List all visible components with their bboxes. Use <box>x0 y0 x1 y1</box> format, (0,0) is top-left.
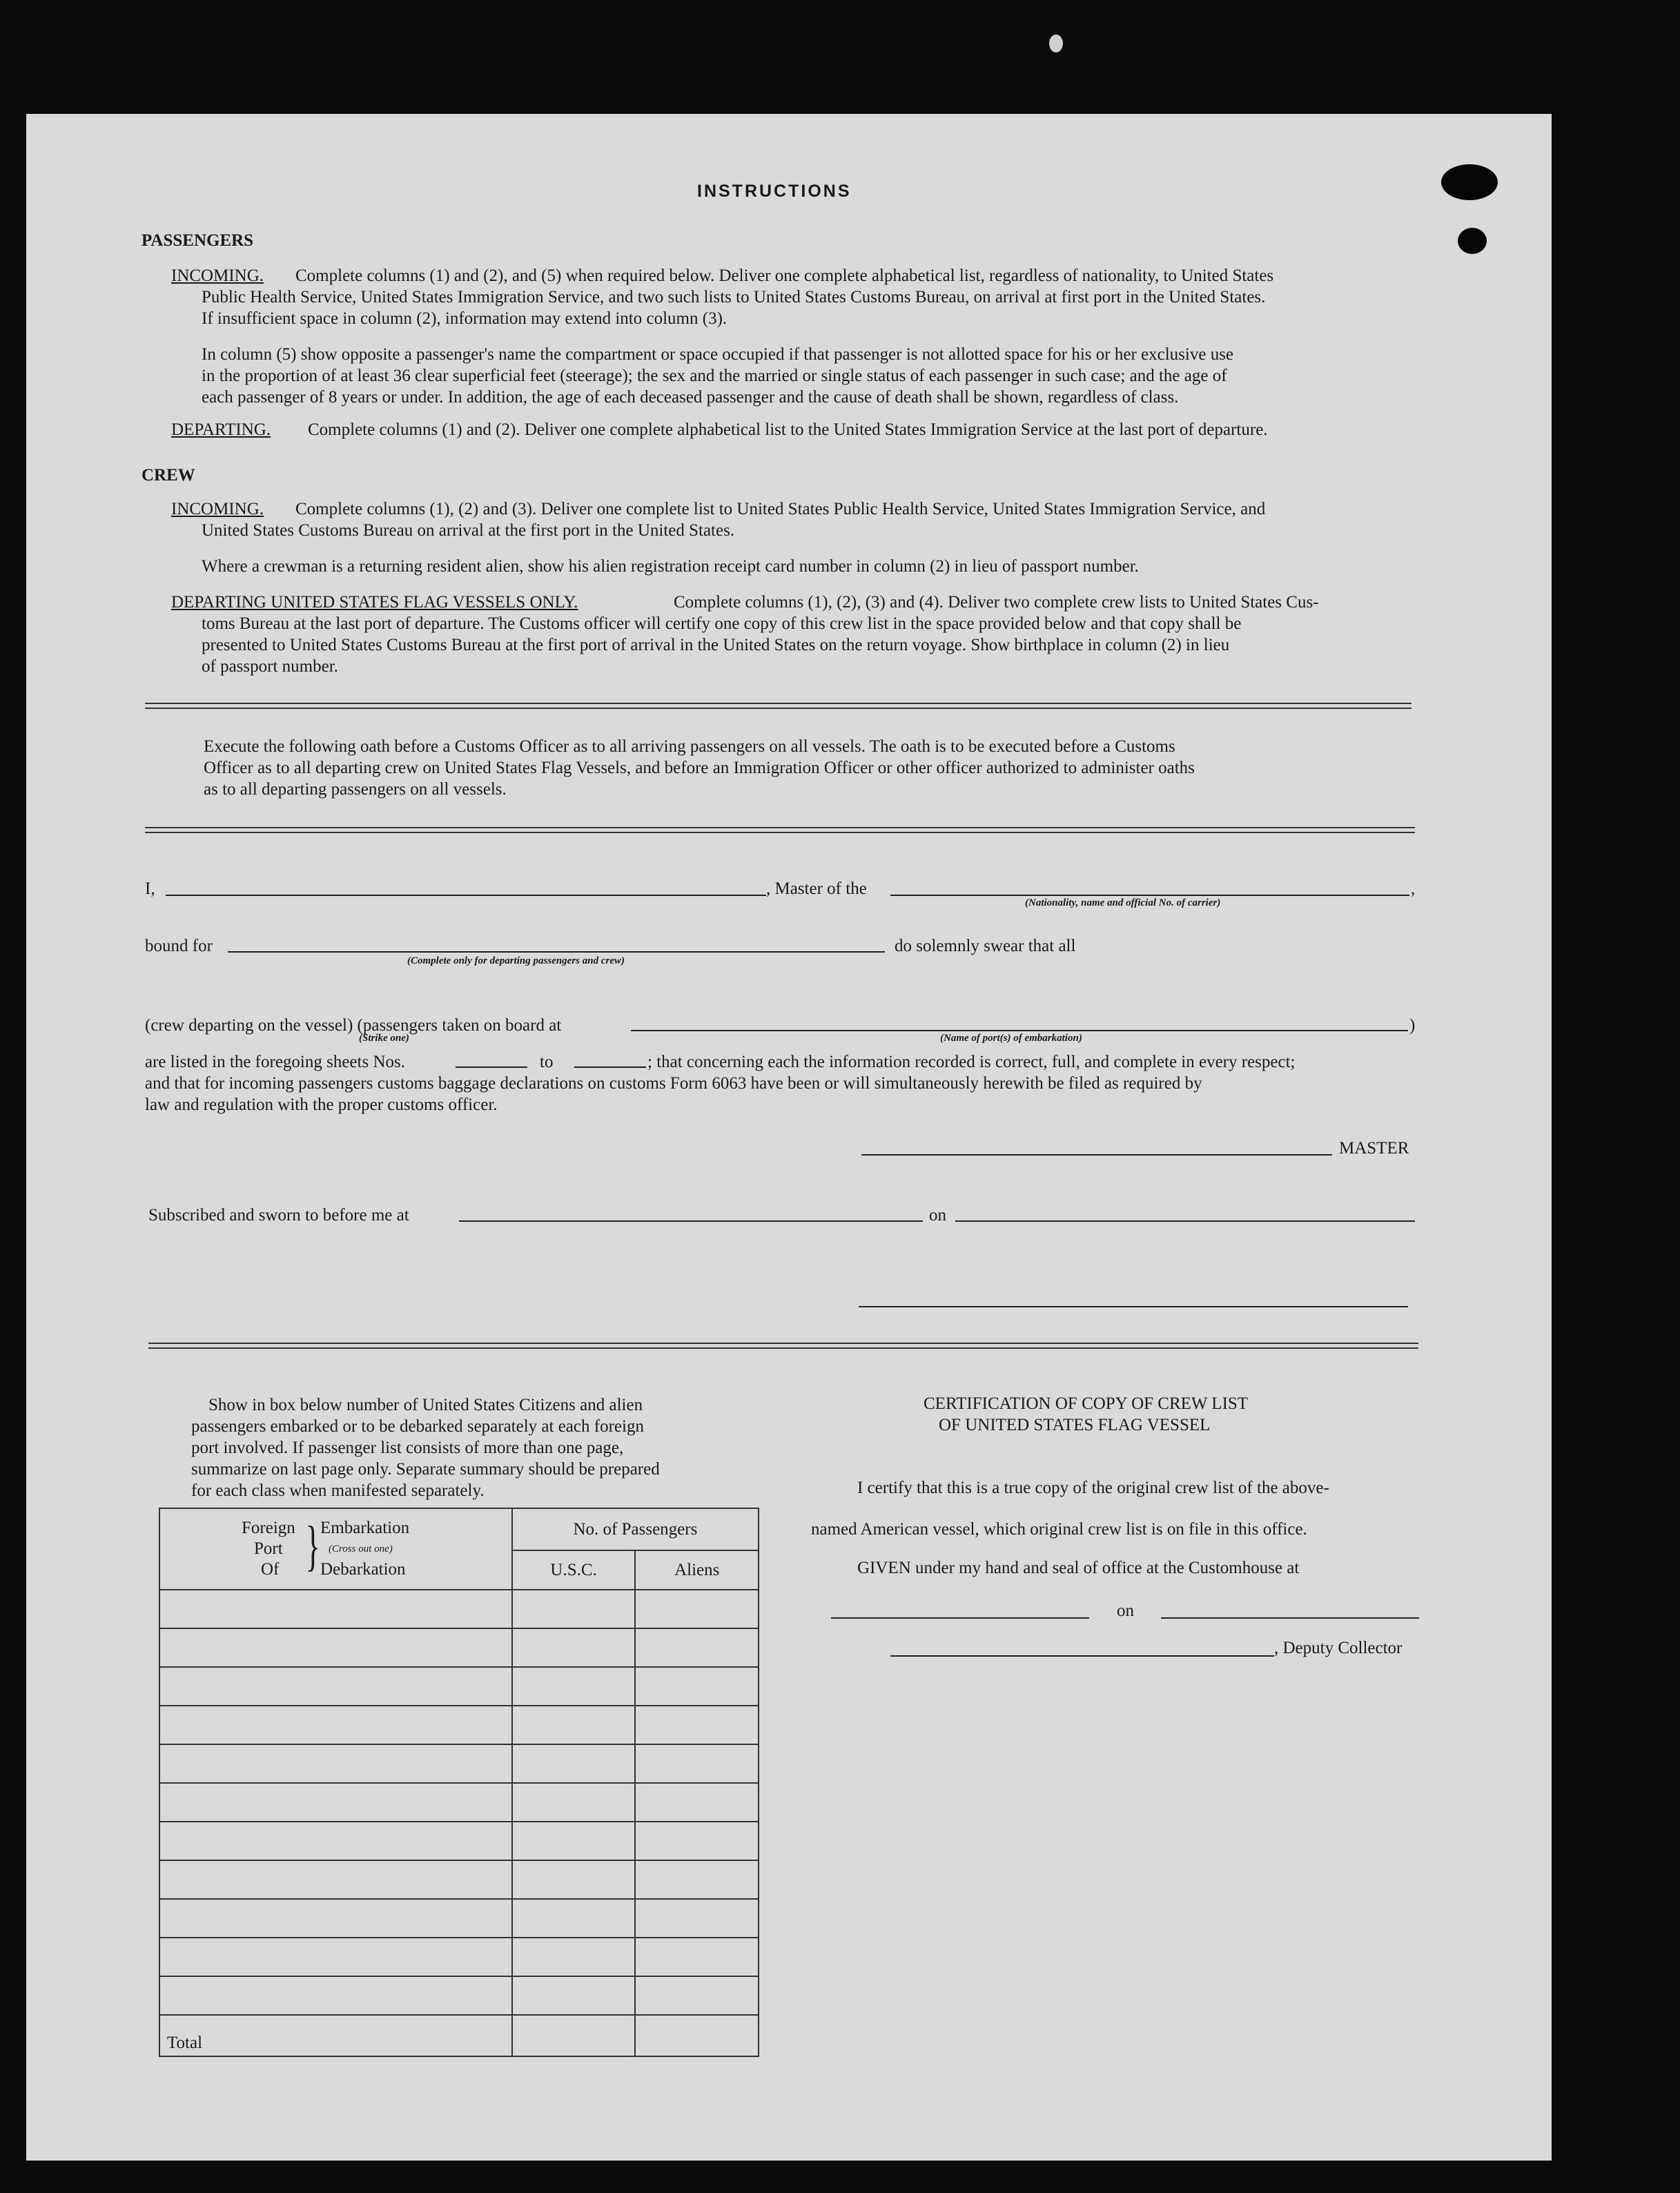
passengers-incoming-text: Complete columns (1) and (2), and (5) when required below. Deliver one complete alphabetical list, regardless of nationality, to United States <box>295 266 1274 285</box>
table-row <box>159 1860 759 1899</box>
oath-listed: and that for incoming passengers customs baggage declarations on customs Form 6063 have been or will simultaneously herewith be filed as required by <box>145 1074 1202 1093</box>
passenger-summary-table <box>159 1508 759 2057</box>
ink-blot <box>1458 228 1487 254</box>
port-cell[interactable] <box>159 1590 512 1628</box>
certification-text: GIVEN under my hand and seal of office at the Customhouse at <box>857 1559 1300 1577</box>
passengers-departing-text: Complete columns (1) and (2). Deliver one complete alphabetical list to the United States Immigration Service at the last port of departure. <box>308 420 1268 439</box>
usc-cell[interactable] <box>512 1938 636 1976</box>
ink-blot <box>1049 35 1063 52</box>
oath-i-label: I, <box>145 879 155 898</box>
total-label: Total <box>159 2015 512 2056</box>
crew-incoming-text: Complete columns (1), (2) and (3). Deliver one complete list to United States Public Health Service, United States Immigration Service, and <box>295 500 1266 518</box>
table-row <box>159 1628 759 1667</box>
aliens-cell[interactable] <box>635 1860 759 1899</box>
table-row <box>159 1822 759 1860</box>
officer-signature-field[interactable] <box>859 1306 1408 1307</box>
port-cell[interactable] <box>159 1860 512 1899</box>
table-row <box>159 1706 759 1744</box>
oath-comma: , <box>1411 879 1416 898</box>
cross-out-caption: (Cross out one) <box>329 1543 393 1554</box>
master-signature-field[interactable] <box>861 1154 1332 1156</box>
aliens-cell[interactable] <box>635 1667 759 1706</box>
crew-flag-text: of passport number. <box>202 657 338 676</box>
ports-caption: (Name of port(s) of embarkation) <box>940 1033 1082 1044</box>
usc-cell[interactable] <box>512 1744 636 1783</box>
usc-cell[interactable] <box>512 1628 636 1667</box>
table-header-row <box>159 1508 759 1550</box>
table-row <box>159 1590 759 1628</box>
aliens-cell[interactable] <box>635 1744 759 1783</box>
crew-incoming-text: United States Customs Bureau on arrival at the first port in the United States. <box>202 521 735 540</box>
crew-incoming-label: INCOMING. <box>171 500 264 518</box>
summary-instructions: passengers embarked or to be debarked separately at each foreign <box>191 1417 644 1436</box>
usc-cell[interactable] <box>512 1822 636 1860</box>
oath-listed-to: to <box>540 1053 554 1071</box>
embarkation-label: Embarkation <box>320 1519 410 1537</box>
sheet-to-field[interactable] <box>574 1066 646 1068</box>
debarkation-label: Debarkation <box>320 1560 406 1579</box>
table-row <box>159 1667 759 1706</box>
strike-caption: (Strike one) <box>359 1033 409 1044</box>
page-title: INSTRUCTIONS <box>697 182 852 201</box>
total-usc-cell[interactable] <box>512 2015 636 2056</box>
aliens-cell[interactable] <box>635 1590 759 1628</box>
table-row <box>159 1899 759 1938</box>
master-label: MASTER <box>1339 1139 1409 1158</box>
port-cell[interactable] <box>159 1744 512 1783</box>
certification-text: I certify that this is a true copy of the original crew list of the above- <box>857 1479 1329 1497</box>
usc-cell[interactable] <box>512 1783 636 1822</box>
passengers-incoming-label: INCOMING. <box>171 266 264 285</box>
aliens-cell[interactable] <box>635 1628 759 1667</box>
total-aliens-cell[interactable] <box>635 2015 759 2056</box>
sworn-place-field[interactable] <box>459 1220 923 1222</box>
usc-cell[interactable] <box>512 1590 636 1628</box>
usc-cell[interactable] <box>512 1706 636 1744</box>
usc-cell[interactable] <box>512 1860 636 1899</box>
port-cell[interactable] <box>159 1899 512 1938</box>
oath-listed: ; that concerning each the information recorded is correct, full, and complete in every respect; <box>647 1053 1296 1071</box>
oath-master-of: , Master of the <box>766 879 867 898</box>
certification-title: CERTIFICATION OF COPY OF CREW LIST <box>924 1394 1249 1413</box>
port-cell[interactable] <box>159 1628 512 1667</box>
subscribed-on: on <box>929 1206 946 1225</box>
table-row <box>159 1938 759 1976</box>
section-heading-crew: CREW <box>141 466 195 485</box>
certification-date-field[interactable] <box>1161 1617 1419 1619</box>
table-row <box>159 1783 759 1822</box>
table-row <box>159 1744 759 1783</box>
bound-for-field[interactable] <box>228 951 885 953</box>
deputy-collector-label: , Deputy Collector <box>1274 1639 1403 1657</box>
foreign-label: Foreign <box>242 1519 295 1537</box>
table-row <box>159 1976 759 2015</box>
crew-flag-text: Complete columns (1), (2), (3) and (4). Deliver two complete crew lists to United States Cus- <box>674 593 1319 612</box>
summary-instructions: for each class when manifested separately. <box>191 1481 485 1500</box>
aliens-cell[interactable] <box>635 1938 759 1976</box>
usc-header: U.S.C. <box>512 1550 636 1590</box>
section-heading-passengers: PASSENGERS <box>141 231 254 250</box>
bound-for-caption: (Complete only for departing passengers and crew) <box>407 955 625 966</box>
embarkation-ports-field[interactable] <box>631 1030 1408 1031</box>
deputy-signature-field[interactable] <box>890 1655 1274 1657</box>
aliens-cell[interactable] <box>635 1822 759 1860</box>
column5-text: each passenger of 8 years or under. In addition, the age of each deceased passenger and the cause of death shall be shown, regardless of class. <box>202 388 1179 407</box>
oath-swear: do solemnly swear that all <box>895 937 1076 955</box>
oath-instructions: Officer as to all departing crew on United States Flag Vessels, and before an Immigration Officer or other officer authorized to administer oaths <box>204 759 1195 777</box>
carrier-caption: (Nationality, name and official No. of carrier) <box>1025 897 1221 908</box>
oath-close-paren: ) <box>1409 1016 1416 1035</box>
passengers-departing-label: DEPARTING. <box>171 420 271 439</box>
carrier-field[interactable] <box>890 895 1409 896</box>
crew-flag-label: DEPARTING UNITED STATES FLAG VESSELS ONLY. <box>171 593 578 612</box>
passengers-incoming-text: If insufficient space in column (2), information may extend into column (3). <box>202 309 727 328</box>
brace-icon: } <box>305 1516 320 1577</box>
port-cell[interactable] <box>159 1783 512 1822</box>
oath-bound-for: bound for <box>145 937 213 955</box>
aliens-cell[interactable] <box>635 1976 759 2015</box>
sworn-date-field[interactable] <box>955 1220 1415 1222</box>
aliens-cell[interactable] <box>635 1783 759 1822</box>
divider <box>145 827 1415 833</box>
sheet-from-field[interactable] <box>456 1066 527 1068</box>
certification-title: OF UNITED STATES FLAG VESSEL <box>939 1416 1211 1434</box>
port-cell[interactable] <box>159 1667 512 1706</box>
oath-crew-departing: (crew departing on the vessel) (passengers taken on board at <box>145 1016 562 1035</box>
port-cell[interactable] <box>159 1938 512 1976</box>
usc-cell[interactable] <box>512 1899 636 1938</box>
column5-text: In column (5) show opposite a passenger's name the compartment or space occupied if that passenger is not allotted space for his or her exclusive use <box>202 345 1234 364</box>
oath-listed: are listed in the foregoing sheets Nos. <box>145 1053 405 1071</box>
aliens-cell[interactable] <box>635 1706 759 1744</box>
port-cell[interactable] <box>159 1822 512 1860</box>
divider <box>145 703 1412 709</box>
summary-instructions: port involved. If passenger list consists of more than one page, <box>191 1439 624 1457</box>
port-header <box>159 1508 512 1590</box>
oath-listed: law and regulation with the proper customs officer. <box>145 1095 498 1114</box>
column5-text: in the proportion of at least 36 clear superficial feet (steerage); the sex and the married or single status of each passenger in such case; and the age of <box>202 367 1227 385</box>
oath-instructions: Execute the following oath before a Customs Officer as to all arriving passengers on all vessels. The oath is to be executed before a Customs <box>204 737 1175 756</box>
aliens-cell[interactable] <box>635 1899 759 1938</box>
usc-cell[interactable] <box>512 1667 636 1706</box>
total-row <box>159 2015 759 2056</box>
crew-flag-text: toms Bureau at the last port of departure. The Customs officer will certify one copy of this crew list in the space provided below and that copy shall be <box>202 614 1242 633</box>
subscribed-label: Subscribed and sworn to before me at <box>148 1206 409 1225</box>
passengers-incoming-text: Public Health Service, United States Immigration Service, and two such lists to United States Customs Bureau, on arrival at first port in the United States. <box>202 288 1266 306</box>
crew-flag-text: presented to United States Customs Bureau at the first port of arrival in the United States on the return voyage. Show birthplace in column (2) in lieu <box>202 636 1230 654</box>
summary-instructions: summarize on last page only. Separate summary should be prepared <box>191 1460 660 1479</box>
aliens-header: Aliens <box>635 1550 759 1590</box>
crew-resident-text: Where a crewman is a returning resident alien, show his alien registration receipt card number in column (2) in lieu of passport number. <box>202 557 1139 576</box>
ink-blot <box>1441 164 1498 200</box>
of-label: Of <box>261 1560 280 1579</box>
usc-cell[interactable] <box>512 1976 636 2015</box>
master-name-field[interactable] <box>166 895 766 896</box>
no-passengers-header: No. of Passengers <box>512 1508 759 1550</box>
port-cell[interactable] <box>159 1976 512 2015</box>
divider <box>148 1343 1418 1349</box>
customhouse-field[interactable] <box>831 1617 1089 1619</box>
port-label: Port <box>254 1539 283 1558</box>
port-cell[interactable] <box>159 1706 512 1744</box>
oath-instructions: as to all departing passengers on all vessels. <box>204 780 507 799</box>
certification-on: on <box>1117 1601 1134 1620</box>
certification-text: named American vessel, which original crew list is on file in this office. <box>811 1520 1307 1539</box>
summary-instructions: Show in box below number of United States Citizens and alien <box>208 1396 643 1414</box>
